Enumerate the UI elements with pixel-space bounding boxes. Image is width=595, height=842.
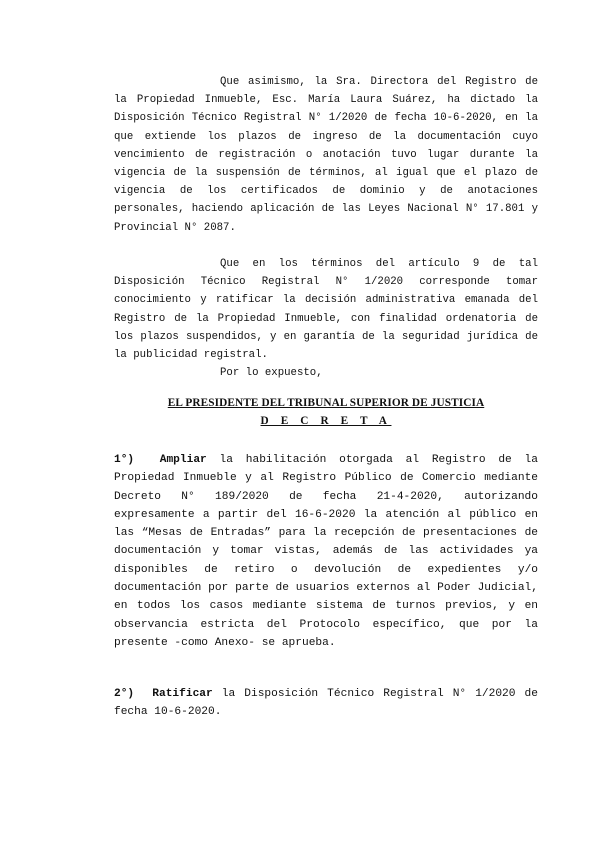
considerando-paragraph-registro: Que asimismo, la Sra. Directora del Registro de la Propiedad Inmueble, Esc. María Laura Suárez, ha dictado la Disposición Técnico Registral N° 1/2020 de fecha 10-6-2020, en la que extiende los plazos de ingreso de la documentación cuyo vencimiento de registración o anotación tuvo lugar durante la vigencia de la suspensión de términos, al igual que el plazo de vigencia de los certificados de dominio y de anotaciones personales, haciendo aplicación de las Leyes Nacional N° 17.801 y Provincial N° 2087. bbox=[114, 76, 538, 234]
article-1 bbox=[114, 451, 538, 652]
article-2-verb: Ratificar bbox=[152, 688, 213, 700]
decree-heading-title: EL PRESIDENTE DEL TRIBUNAL SUPERIOR DE JUSTICIA bbox=[167, 397, 485, 409]
article-2-text: la Disposición Técnico Registral N° 1/2020 de fecha 10-6-2020. bbox=[114, 688, 538, 719]
article-1-text: la habilitación otorgada al Registro de la Propiedad Inmueble y al Registro Público de Comercio mediante Decreto N° 189/2020 de fecha 21-4-2020, autorizando expresamente a partir del 16-6-2020 la atención al público en las “Mesas de Entradas” para la recepción de presentaciones de documentación y tomar vistas, además de las actividades ya disponibles de retiro o devolución de expedientes y/o documentación por parte de usuarios externos al Poder Judicial, en todos los casos mediante sistema de turnos previos, y en observancia estricta del Protocolo específico, que por la presente -como Anexo- se aprueba. bbox=[114, 454, 538, 649]
considerando-paragraph-articulo-9: Que en los términos del artículo 9 de tal Disposición Técnico Registral N° 1/2020 corresponde tomar conocimiento y ratificar la decisión administrativa emanada del Registro de la Propiedad Inmueble, con finalidad ordenatoria de los plazos suspendidos, y en garantía de la seguridad jurídica de la publicidad registral. bbox=[114, 258, 538, 362]
por-lo-expuesto: Por lo expuesto, bbox=[220, 367, 323, 379]
article-1-verb: Ampliar bbox=[159, 454, 207, 466]
article-2 bbox=[114, 685, 538, 722]
article-2-number: 2°) bbox=[114, 688, 135, 700]
decree-heading-decreta: D E C R E T A bbox=[260, 415, 392, 427]
article-1-number: 1°) bbox=[114, 454, 135, 466]
